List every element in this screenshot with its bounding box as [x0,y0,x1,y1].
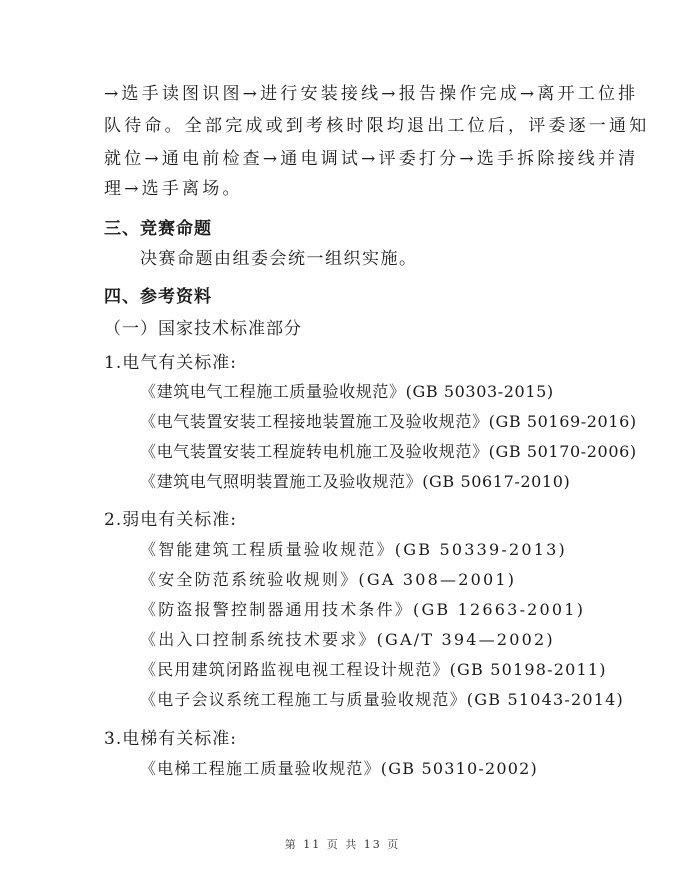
reference-item: 《电梯工程施工质量验收规范》(GB 50310-2002) [140,759,538,778]
section-heading-references: 四、参考资料 [104,287,212,307]
reference-item: 《建筑电气照明装置施工及验收规范》(GB 50617-2010) [140,472,571,491]
reference-item: 《智能建筑工程质量验收规范》(GB 50339-2013) [140,540,567,559]
reference-item: 《出入口控制系统技术要求》(GA/T 394—2002) [140,630,555,649]
reference-item: 《防盗报警控制器通用技术条件》(GB 12663-2001) [140,600,586,619]
paragraph-line: 理→选手离场。 [104,179,243,199]
reference-item: 《安全防范系统验收规则》(GA 308—2001) [140,570,517,589]
reference-item: 《电气装置安装工程接地装置施工及验收规范》(GB 50169-2016) [140,412,637,431]
subsection-heading: （一）国家技术标准部分 [104,319,302,339]
paragraph-line: 就位→通电前检查→通电调试→评委打分→选手拆除接线并清 [104,149,639,169]
paragraph-line: →选手读图识图→进行安装接线→报告操作完成→离开工位排 [104,84,639,104]
section-heading-competition-topic: 三、竞赛命题 [104,219,212,239]
reference-item: 《民用建筑闭路监视电视工程设计规范》(GB 50198-2011) [140,660,607,679]
reference-item: 《电子会议系统工程施工与质量验收规范》(GB 51043-2014) [140,690,624,709]
section-body: 决赛命题由组委会统一组织实施。 [140,249,418,269]
group-title-elevator: 3.电梯有关标准: [104,729,237,749]
reference-item: 《电气装置安装工程旋转电机施工及验收规范》(GB 50170-2006) [140,442,637,461]
paragraph-line: 队待命。全部完成或到考核时限均退出工位后，评委逐一通知 [104,116,650,136]
group-title-electrical: 1.电气有关标准: [104,353,237,373]
page-number-footer: 第 11 页 共 13 页 [284,838,401,851]
reference-item: 《建筑电气工程施工质量验收规范》(GB 50303-2015) [140,382,554,401]
group-title-low-voltage: 2.弱电有关标准: [104,510,237,530]
